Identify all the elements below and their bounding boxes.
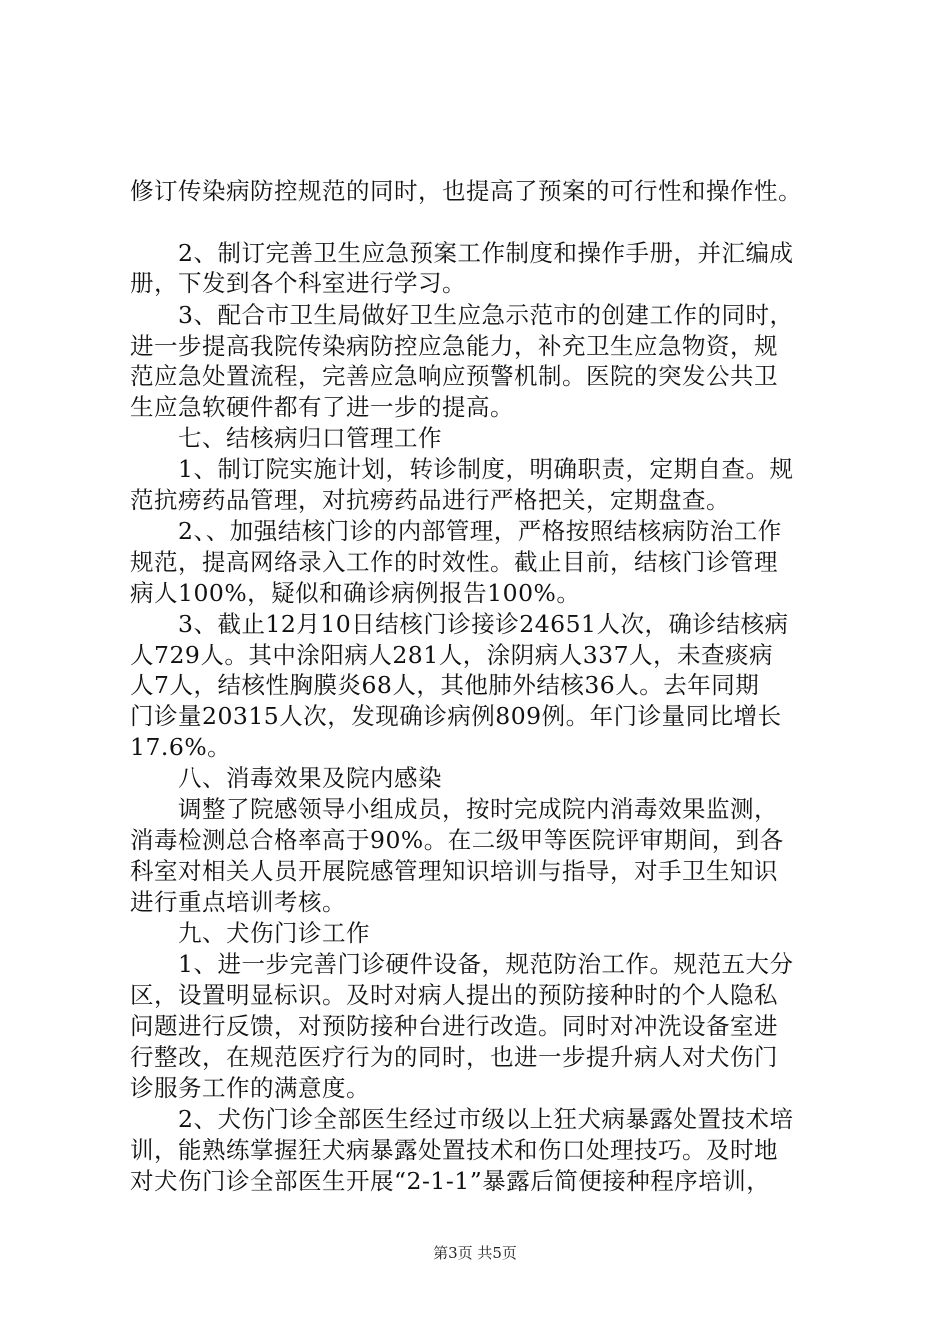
text-line: 3、截止12月10日结核门诊接诊24651人次，确诊结核病 [178,610,789,638]
text-line: 2、制订完善卫生应急预案工作制度和操作手册，并汇编成 [178,239,794,267]
text-line: 17.6%。 [130,733,232,761]
text-line: 行整改，在规范医疗行为的同时，也进一步提升病人对犬伤门 [130,1043,778,1071]
text-line: 科室对相关人员开展院感管理知识培训与指导，对手卫生知识 [130,857,778,885]
text-line: 进一步提高我院传染病防控应急能力，补充卫生应急物资，规 [130,332,778,360]
text-line: 进行重点培训考核。 [130,888,346,916]
text-line: 范抗痨药品管理，对抗痨药品进行严格把关，定期盘查。 [130,486,730,514]
text-line: 训，能熟练掌握狂犬病暴露处置技术和伤口处理技巧。及时地 [130,1136,778,1164]
text-line: 1、制订院实施计划，转诊制度，明确职责，定期自查。规 [178,455,794,483]
page-footer: 第3页 共5页 [433,1244,517,1262]
text-line: 人7人，结核性胸膜炎68人，其他肺外结核36人。去年同期 [130,671,760,699]
text-line: 对犬伤门诊全部医生开展“2-1-1”暴露后简便接种程序培训， [130,1167,771,1195]
text-line: 诊服务工作的满意度。 [130,1074,370,1102]
text-line: 调整了院感领导小组成员，按时完成院内消毒效果监测， [178,795,778,823]
text-line: 2、犬伤门诊全部医生经过市级以上狂犬病暴露处置技术培 [178,1105,794,1133]
text-line: 问题进行反馈，对预防接种台进行改造。同时对冲洗设备室进 [130,1012,778,1040]
text-line: 修订传染病防控规范的同时，也提高了预案的可行性和操作性。 [130,177,802,205]
text-line: 1、进一步完善门诊硬件设备，规范防治工作。规范五大分 [178,950,794,978]
text-line: 人729人。其中涂阳病人281人，涂阴病人337人，未查痰病 [130,641,774,669]
text-line: 消毒检测总合格率高于90%。在二级甲等医院评审期间，到各 [130,826,784,854]
text-line: 门诊量20315人次，发现确诊病例809例。年门诊量同比增长 [130,702,782,730]
text-line: 区，设置明显标识。及时对病人提出的预防接种时的个人隐私 [130,981,778,1009]
text-line: 规范，提高网络录入工作的时效性。截止目前，结核门诊管理 [130,548,778,576]
text-line: 病人100%，疑似和确诊病例报告100%。 [130,579,581,607]
text-line: 范应急处置流程，完善应急响应预警机制。医院的突发公共卫 [130,362,778,390]
text-line: 生应急软硬件都有了进一步的提高。 [130,393,514,421]
text-line: 2、、加强结核门诊的内部管理，严格按照结核病防治工作 [178,517,782,545]
section-heading: 九、犬伤门诊工作 [178,919,370,947]
text-line: 3、配合市卫生局做好卫生应急示范市的创建工作的同时， [178,301,794,329]
section-heading: 七、结核病归口管理工作 [178,424,442,452]
section-heading: 八、消毒效果及院内感染 [178,764,442,792]
text-line: 册，下发到各个科室进行学习。 [130,269,466,297]
